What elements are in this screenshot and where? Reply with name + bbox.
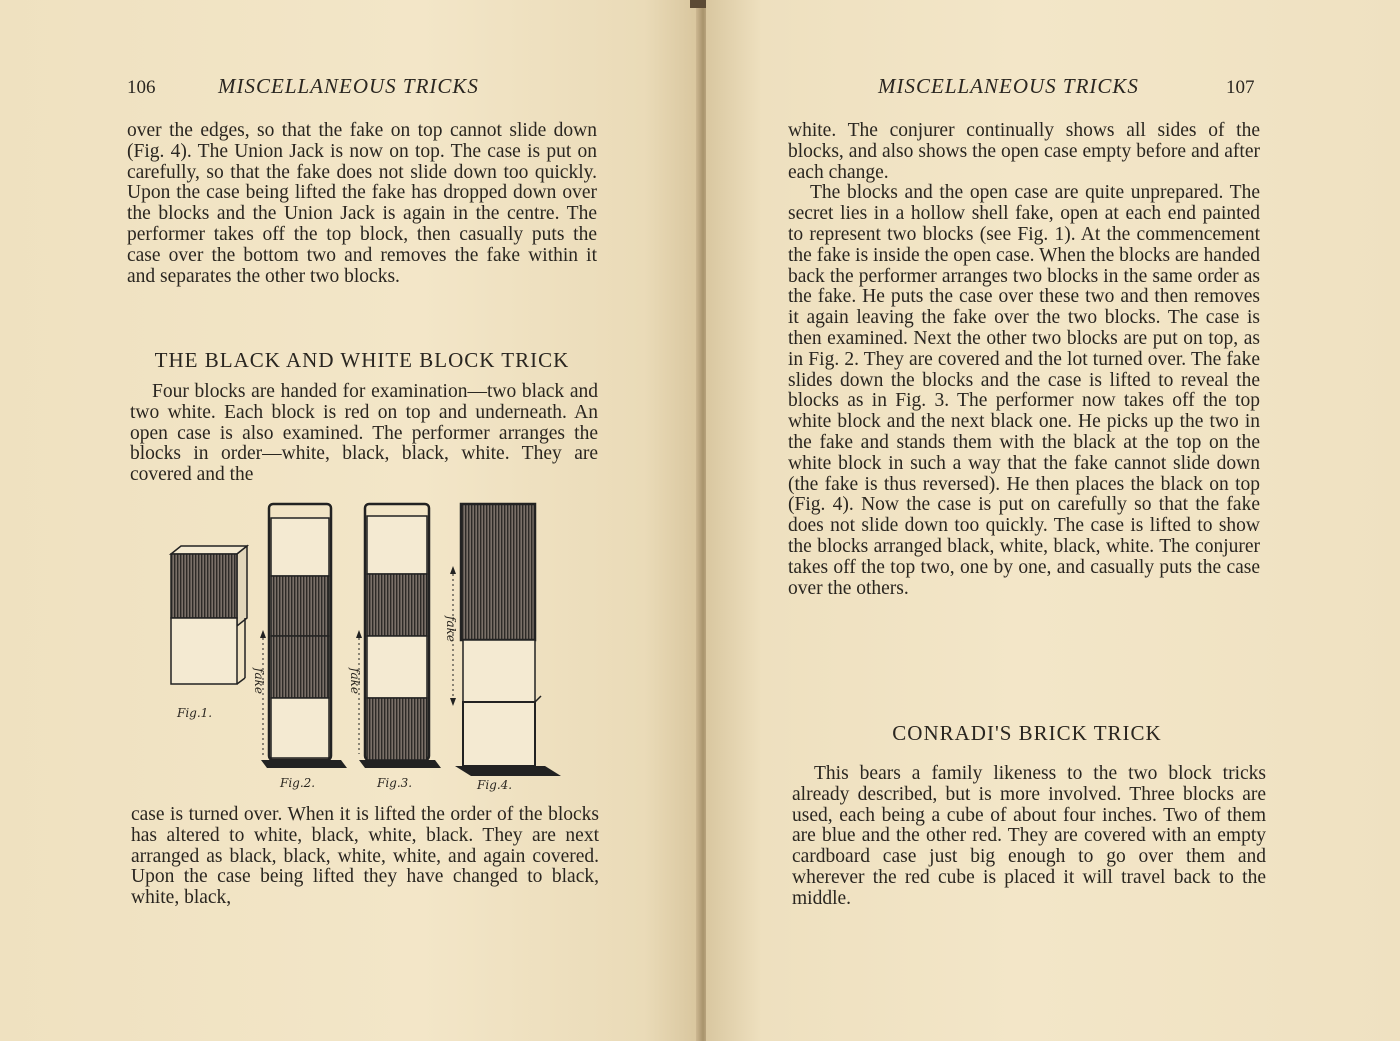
fake-label: fake	[348, 668, 362, 694]
paragraph	[127, 121, 597, 287]
paragraph	[792, 764, 1266, 910]
paragraph-text: Four blocks are handed for examination—two black and two white. Each block is red on top and underneath. An open case is also examined. The performer arranges the blocks in order—white, black, black, white. They are covered and the	[130, 381, 598, 486]
paragraph-text: white. The conjurer continually shows all sides of the blocks, and also shows the open case empty before and after each change.	[788, 120, 1260, 183]
fig1-label: Fig.1.	[177, 706, 213, 720]
fig4-drawing	[444, 504, 561, 776]
fig2-drawing	[252, 504, 347, 768]
paragraph-text: case is turned over. When it is lifted the order of the blocks has altered to white, black, white, black. They are next arranged as black, black, white, white, and again covered. Upon the case being lifted they have changed to black, white, black,	[131, 804, 599, 909]
running-head: MISCELLANEOUS TRICKS	[878, 74, 1139, 98]
block-trick-figure	[165, 498, 575, 798]
fig4-label: Fig.4.	[477, 778, 513, 792]
page-number: 107	[1226, 77, 1255, 98]
fig3-label: Fig.3.	[377, 776, 413, 790]
fig1-fake-drawing	[171, 546, 247, 684]
paragraph-text: The blocks and the open case are quite unprepared. The secret lies in a hollow shell fake, open at each end painted to represent two blocks (see Fig. 1). At the commencement the fake is inside the open case. When the blocks are handed back the performer arranges two blocks in the same order as the fake. He puts the case over these two and then removes it again leaving the fake over the two blocks. The case is then examined. Next the other two blocks are put on top, as in Fig. 2. They are covered and the lot turned over. The fake slides down the blocks and the case is lifted to reveal the blocks as in Fig. 3. The performer now takes off the top white block and the next black one. He picks up the two in the fake and stands them with the black at the top on the white block in such a way that the fake cannot slide down (the fake is thus reversed). He then places the black on top (Fig. 4). Now the case is put on carefully so that the fake does not slide down too quickly. The case is lifted to show the blocks arranged black, white, black, white. The conjurer takes off the top two, one by one, and casually puts the case over the others.	[788, 182, 1260, 599]
fig2-label: Fig.2.	[280, 776, 316, 790]
fig3-drawing	[348, 504, 441, 768]
page-number: 106	[127, 77, 156, 98]
section-heading: THE BLACK AND WHITE BLOCK TRICK	[154, 348, 570, 372]
paragraph	[130, 382, 598, 486]
running-head: MISCELLANEOUS TRICKS	[218, 74, 479, 98]
fake-label: fake	[444, 616, 458, 642]
paragraph	[788, 121, 1260, 599]
fake-label: fake	[252, 668, 266, 694]
paragraph-text: This bears a family likeness to the two block tricks already described, but is more involved. Three blocks are used, each being a cube of about four inches. Two of them are blue and the other red. They are covered with an empty cardboard case just big enough to go over them and wherever the red cube is placed it will travel back to the middle.	[792, 763, 1266, 909]
paragraph-text: over the edges, so that the fake on top cannot slide down (Fig. 4). The Union Jack is now on top. The case is put on carefully, so that the fake does not slide down too quickly. Upon the case being lifted the fake has dropped down over the blocks and the Union Jack is again in the centre. The performer takes off the top block, then casually puts the case over the bottom two and removes the fake within it and separates the other two blocks.	[127, 120, 597, 287]
section-heading: CONRADI'S BRICK TRICK	[892, 721, 1162, 745]
right-page	[706, 0, 1400, 1041]
paragraph	[131, 805, 599, 909]
